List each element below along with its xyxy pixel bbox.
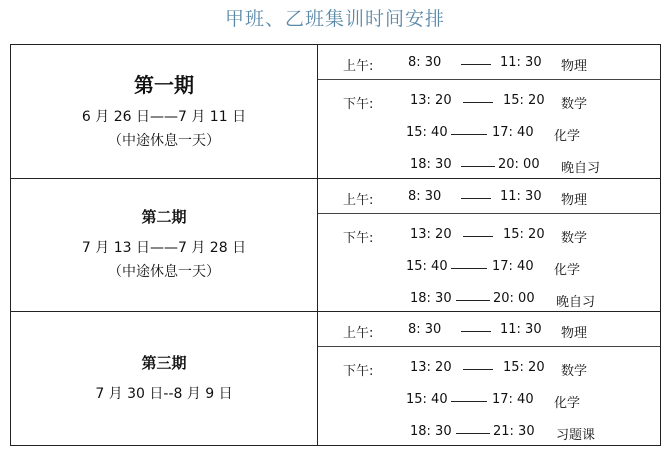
dash: [456, 433, 490, 434]
dash: [461, 64, 491, 65]
pm-end: 17: 40: [492, 392, 534, 407]
pm-subject: 数学: [561, 97, 588, 112]
pm-end: 21: 30: [493, 424, 535, 439]
pm-start: 15: 40: [406, 392, 448, 407]
period-name: 第一期: [134, 73, 194, 97]
pm-end: 17: 40: [492, 259, 534, 274]
am-start: 8: 30: [408, 55, 442, 70]
dash: [463, 369, 493, 370]
period-dates: 6 月 26 日——7 月 11 日: [81, 109, 247, 125]
dash: [451, 401, 487, 402]
period-schedule: [318, 312, 660, 445]
am-subject: 物理: [561, 326, 588, 341]
am-subject: 物理: [561, 59, 588, 74]
pm-end: 20: 00: [493, 291, 535, 306]
period-block-3: [11, 312, 660, 445]
am-end: 11: 30: [500, 55, 542, 70]
morning-row: [318, 179, 660, 214]
am-label: 上午:: [343, 326, 374, 341]
period-schedule: [318, 179, 660, 311]
pm-subject: 化学: [554, 263, 581, 278]
pm-label: 下午:: [343, 364, 374, 379]
pm-start: 18: 30: [410, 157, 452, 172]
pm-subject: 晚自习: [556, 295, 596, 310]
pm-end: 15: 20: [503, 227, 545, 242]
period-dates: 7 月 13 日——7 月 28 日: [81, 239, 247, 256]
period-block-1: [11, 45, 660, 179]
dash: [463, 236, 493, 237]
dash: [451, 134, 487, 135]
am-start: 8: 30: [408, 322, 442, 337]
page-title: 甲班、乙班集训时间安排: [224, 8, 445, 30]
period-block-2: [11, 179, 660, 312]
period-dates: 7 月 30 日--8 月 9 日: [95, 386, 233, 402]
schedule-table: [10, 44, 661, 446]
period-name: 第二期: [141, 207, 187, 226]
morning-row: [318, 312, 660, 347]
pm-start: 18: 30: [410, 291, 452, 306]
pm-subject: 数学: [561, 364, 588, 379]
pm-subject: 习题课: [556, 428, 596, 443]
period-info: [11, 312, 317, 445]
dash: [463, 102, 493, 103]
period-info: [11, 45, 317, 178]
period-note: （中途休息一天）: [108, 133, 220, 149]
pm-subject: 化学: [554, 129, 581, 144]
pm-end: 20: 00: [498, 157, 540, 172]
am-end: 11: 30: [500, 322, 542, 337]
pm-start: 15: 40: [406, 125, 448, 140]
pm-label: 下午:: [343, 97, 374, 112]
am-subject: 物理: [561, 193, 588, 208]
am-end: 11: 30: [500, 189, 542, 204]
pm-start: 13: 20: [410, 93, 452, 108]
am-label: 上午:: [343, 193, 374, 208]
period-schedule: [318, 45, 660, 178]
dash: [461, 166, 495, 167]
pm-end: 15: 20: [503, 93, 545, 108]
pm-start: 13: 20: [410, 227, 452, 242]
dash: [456, 300, 490, 301]
pm-end: 15: 20: [503, 360, 545, 375]
pm-start: 18: 30: [410, 424, 452, 439]
am-label: 上午:: [343, 59, 374, 74]
pm-start: 13: 20: [410, 360, 452, 375]
dash: [451, 268, 487, 269]
period-note: （中途休息一天）: [108, 263, 220, 280]
pm-subject: 化学: [554, 396, 581, 411]
pm-end: 17: 40: [492, 125, 534, 140]
period-info: [11, 179, 317, 311]
period-name: 第三期: [141, 354, 187, 372]
morning-row: [318, 45, 660, 80]
dash: [461, 331, 491, 332]
pm-label: 下午:: [343, 231, 374, 246]
pm-subject: 数学: [561, 231, 588, 246]
dash: [461, 198, 491, 199]
am-start: 8: 30: [408, 189, 442, 204]
pm-start: 15: 40: [406, 259, 448, 274]
pm-subject: 晚自习: [561, 161, 601, 176]
